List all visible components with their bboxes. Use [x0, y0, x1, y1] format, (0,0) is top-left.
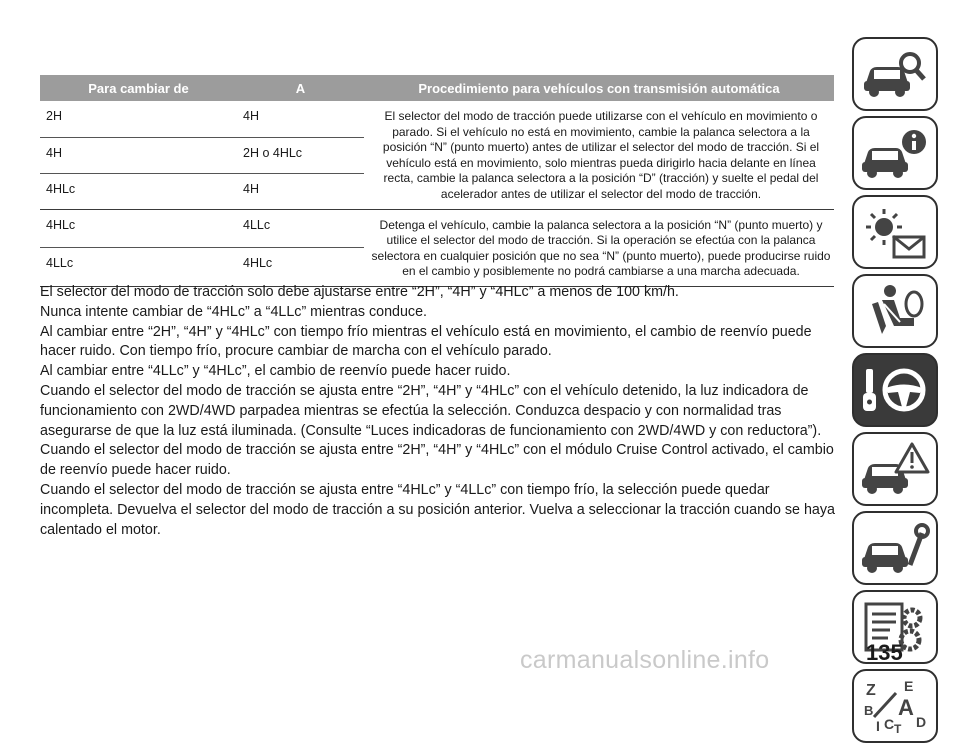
paragraph: Al cambiar entre “2H”, “4H” y “4HLc” con tiempo frío mientras el vehículo está en movimiento, el cambio de reenvío puede hacer ruido. Con tiempo frío, procure cambiar de marcha con el vehículo parado.: [40, 323, 812, 360]
tab-emergency[interactable]: [852, 432, 938, 506]
svg-text:E: E: [904, 678, 914, 694]
table-row: [40, 101, 834, 137]
procedure-description-1: El selector del modo de tracción puede utilizarse con el vehículo en movimiento o parado. Si el vehículo no está en movimiento, cambie la palanca selectora a la posición “N” (punto muerto) antes de utilizar el selector del modo de tracción. Si el vehículo está en movimiento, solo mientras pueda dirigirlo hacia delante en línea recta, cambie la palanca selectora a la posición “D” (tracción) y suelte el pedal del acelerador antes de utilizar el selector del modo de tracción.: [364, 101, 834, 209]
cell-from: 4HLc: [40, 173, 237, 209]
cell-from: 4H: [40, 137, 237, 173]
svg-text:B: B: [864, 703, 874, 718]
header-from: Para cambiar de: [40, 75, 237, 101]
paragraph: Cuando el selector del modo de tracción se ajusta entre “2H”, “4H” y “4HLc” con el módulo Cruise Control activado, el cambio de reenvío puede hacer ruido.: [40, 442, 834, 479]
svg-text:Z: Z: [866, 682, 876, 699]
cell-to: 4HLc: [237, 248, 364, 287]
svg-text:T: T: [894, 722, 902, 736]
tab-car-info[interactable]: [852, 116, 938, 190]
cell-from: 4HLc: [40, 209, 237, 248]
paragraph: Al cambiar entre “4LLc” y “4HLc”, el cambio de reenvío puede hacer ruido.: [40, 363, 511, 380]
paragraph: Cuando el selector del modo de tracción se ajusta entre “2H”, “4H” y “4HLc” con el vehículo detenido, la luz indicadora de funcionamiento con 2WD/4WD parpadea mientras se efectúa la selección. Conduzca despacio y con normalidad tras asegurarse de que la luz está iluminada. (Consulte “Luces indicadoras de funcionamiento con 2WD/4WD y con reductora”).: [40, 382, 822, 439]
alphabetical-index-icon: [860, 677, 930, 735]
tab-maintenance[interactable]: [852, 511, 938, 585]
tab-car-search[interactable]: [852, 37, 938, 111]
cell-to: 4H: [237, 173, 364, 209]
car-warning-icon: [860, 440, 930, 498]
svg-text:D: D: [916, 714, 927, 730]
cell-to: 4LLc: [237, 209, 364, 248]
cell-from: 4LLc: [40, 248, 237, 287]
shift-procedure-table: [40, 75, 834, 287]
warning-light-icon: [860, 203, 930, 261]
tab-warning-lights[interactable]: [852, 195, 938, 269]
header-to: A: [237, 75, 364, 101]
cell-to: 2H o 4HLc: [237, 137, 364, 173]
table-header-row: [40, 75, 834, 101]
cell-from: 2H: [40, 101, 237, 137]
paragraph: Nunca intente cambiar de “4HLc” a “4LLc” mientras conduce.: [40, 303, 428, 320]
table-row: [40, 209, 834, 248]
paragraph: Cuando el selector del modo de tracción se ajusta entre “4HLc” y “4LLc” con tiempo frío, la selección puede quedar incompleta. Devuelva el selector del modo de tracción a su posición anterior. Vuelva a seleccionar la tracción cuando se haya calentado el motor.: [40, 481, 835, 538]
header-procedure: Procedimiento para vehículos con transmisión automática: [364, 75, 834, 101]
svg-text:A: A: [898, 695, 914, 720]
key-steering-wheel-icon: [860, 361, 930, 419]
svg-text:C: C: [884, 716, 895, 732]
page-number: 135: [866, 640, 903, 665]
paragraph: El selector del modo de tracción solo debe ajustarse entre “2H”, “4H” y “4HLc” a menos de 100 km/h.: [40, 284, 679, 300]
car-wrench-icon: [860, 519, 930, 577]
body-text: [40, 283, 840, 540]
seat-airbag-icon: [860, 282, 930, 340]
car-info-icon: [860, 124, 930, 182]
car-search-icon: [860, 45, 930, 103]
tab-safety[interactable]: [852, 274, 938, 348]
watermark: carmanualsonline.info: [520, 646, 770, 674]
procedure-description-2: Detenga el vehículo, cambie la palanca selectora a la posición “N” (punto muerto) y utilice el selector del modo de tracción. Si la operación se efectúa con la palanca selectora en cualquier posición que no sea “N” (punto muerto), puede producirse ruido en el cambio y posiblemente no podrá cambiarse a una marcha adecuada.: [364, 209, 834, 286]
tab-index[interactable]: [852, 669, 938, 743]
cell-to: 4H: [237, 101, 364, 137]
tab-starting-driving[interactable]: [852, 353, 938, 427]
svg-text:I: I: [876, 718, 880, 734]
